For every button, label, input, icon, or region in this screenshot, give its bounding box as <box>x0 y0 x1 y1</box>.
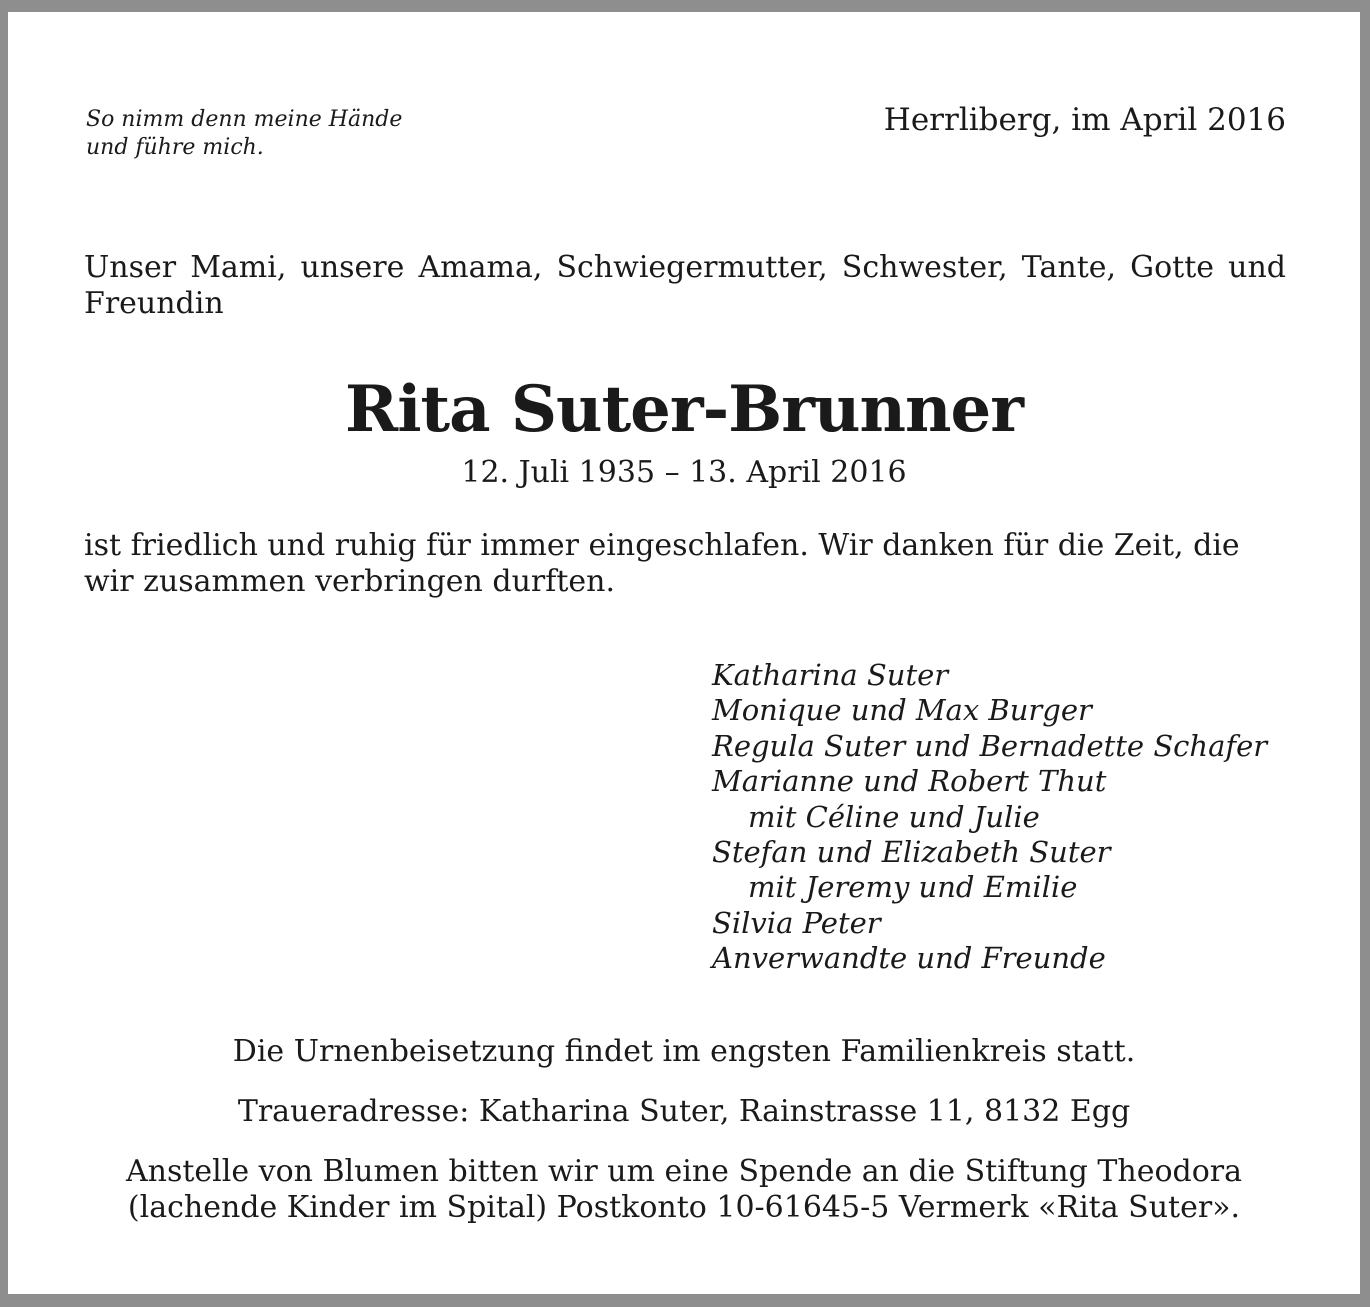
mourner-sub-entry: mit Céline und Julie <box>748 799 1040 834</box>
mourners-list <box>712 658 1267 977</box>
donation-request <box>8 1154 1360 1226</box>
motto-quote <box>86 106 402 162</box>
mourner-sub-entry: mit Jeremy und Emilie <box>748 870 1078 905</box>
place-and-date: Herrliberg, im April 2016 <box>883 102 1286 138</box>
motto-line: So nimm denn meine Hände <box>86 107 403 132</box>
mourner-entry: Marianne und Robert Thut <box>712 764 1107 799</box>
donation-line: Anstelle von Blumen bitten wir um eine Spende an die Stiftung Theodora <box>125 1154 1243 1189</box>
mourner-entry: Monique und Max Burger <box>712 693 1092 728</box>
mourner-entry: Katharina Suter <box>712 658 949 692</box>
mourner-entry: Regula Suter und Bernadette Schafer <box>712 728 1268 763</box>
deceased-name: Rita Suter-Brunner <box>345 372 1023 447</box>
burial-notice: Die Urnenbeisetzung findet im engsten Familienkreis statt. <box>232 1034 1136 1069</box>
intro-text: Unser Mami, unsere Amama, Schwiegermutter, Schwester, Tante, Gotte und Freundin <box>84 250 1286 321</box>
lifespan-dates: 12. Juli 1935 – 13. April 2016 <box>461 455 907 490</box>
message-text: ist friedlich und ruhig für immer eingeschlafen. Wir danken für die Zeit, die wir zusammen verbringen durften. <box>84 528 1240 599</box>
donation-line: (lachende Kinder im Spital) Postkonto 10-61645-5 Vermerk «Rita Suter». <box>127 1190 1241 1225</box>
obituary-notice <box>8 12 1360 1294</box>
motto-line: und führe mich. <box>86 135 264 160</box>
mourner-entry: Anverwandte und Freunde <box>712 941 1106 976</box>
mourner-entry: Stefan und Elizabeth Suter <box>712 835 1111 870</box>
mourning-address: Traueradresse: Katharina Suter, Rainstrasse 11, 8132 Egg <box>237 1094 1131 1129</box>
mourner-entry: Silvia Peter <box>712 905 881 940</box>
